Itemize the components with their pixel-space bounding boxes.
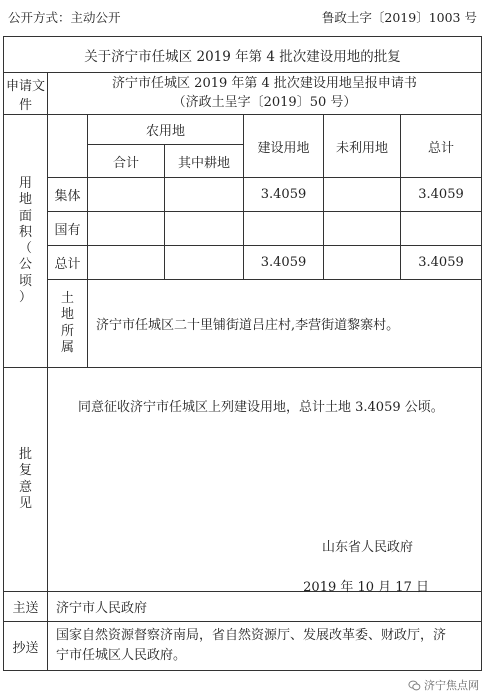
construction-header: 建设用地 — [244, 115, 324, 178]
table-row — [4, 246, 482, 280]
cell-construction: 3.4059 — [244, 178, 324, 212]
main-send-value: 济宁市人民政府 — [48, 592, 482, 622]
label-char: 见 — [18, 495, 32, 511]
table-row — [4, 212, 482, 246]
issuing-organization: 山东省人民政府 — [321, 540, 413, 555]
label-char: 所 — [60, 323, 74, 339]
ownership-value: 济宁市任城区二十里铺街道吕庄村,李营街道黎寨村。 — [88, 280, 482, 368]
unused-header: 未利用地 — [324, 115, 401, 178]
approval-opinion — [48, 368, 482, 595]
label-char: 复 — [18, 463, 32, 479]
cell-farmland — [165, 178, 244, 212]
approval-label — [4, 368, 48, 592]
cell-subtotal — [88, 212, 165, 246]
land-area-label — [4, 115, 48, 368]
ownership-label — [48, 280, 88, 368]
issue-date: 2019 年 10 月 17 日 — [303, 580, 429, 595]
cc-value — [48, 622, 482, 671]
cell-total: 3.4059 — [401, 178, 482, 212]
label-char: ） — [18, 289, 32, 305]
cc-line-2: 宁市任城区人民政府。 — [56, 648, 187, 663]
row-label: 总计 — [48, 246, 88, 280]
label-char: 意 — [18, 479, 32, 495]
subtotal-header: 合计 — [88, 145, 165, 178]
label-char: 地 — [60, 307, 74, 323]
document-title: 关于济宁市任城区 2019 年第 4 批次建设用地的批复 — [4, 37, 482, 73]
label-char: （ — [18, 241, 32, 256]
watermark-text: 济宁焦点网 — [424, 679, 479, 692]
cell-total: 3.4059 — [401, 246, 482, 280]
label-char: 属 — [60, 339, 74, 355]
cell-total — [401, 212, 482, 246]
cell-construction — [244, 212, 324, 246]
row-label: 集体 — [48, 178, 88, 212]
label-char: 用 — [18, 176, 32, 191]
cell-unused — [324, 178, 401, 212]
label-char: 积 — [18, 224, 32, 240]
approval-form-table — [3, 36, 482, 671]
cell-unused — [324, 212, 401, 246]
chat-bubble-icon — [408, 679, 421, 692]
cc-line-1: 国家自然资源督察济南局，省自然资源厅、发展改革委、财政厅，济 — [56, 627, 447, 643]
cell-construction: 3.4059 — [244, 246, 324, 280]
label-char: 批 — [18, 447, 32, 462]
cc-label: 抄送 — [4, 622, 48, 671]
label-char: 地 — [18, 192, 32, 208]
row-label: 国有 — [48, 212, 88, 246]
main-send-label: 主送 — [4, 592, 48, 622]
label-char: 面 — [18, 208, 32, 224]
cell-unused — [324, 246, 401, 280]
watermark — [408, 677, 479, 693]
label-char: 顷 — [18, 273, 32, 289]
label-char: 土 — [60, 291, 74, 306]
approval-text: 同意征收济宁市任城区上列建设用地，总计土地 3.4059 公顷。 — [78, 400, 444, 415]
cell-subtotal — [88, 178, 165, 212]
application-line-1: 济宁市任城区 2019 年第 4 批次建设用地呈报申请书 — [112, 76, 417, 92]
application-line-2: （济政土呈字〔2019〕50 号） — [172, 94, 357, 110]
total-header: 总计 — [401, 115, 482, 178]
label-char: 公 — [18, 257, 32, 273]
application-value — [48, 73, 482, 115]
agri-header: 农用地 — [88, 115, 244, 145]
cell-subtotal — [88, 246, 165, 280]
blank-header-cell — [48, 115, 88, 178]
farmland-header: 其中耕地 — [165, 145, 244, 178]
cell-farmland — [165, 212, 244, 246]
cell-farmland — [165, 246, 244, 280]
disclosure-method: 公开方式：主动公开 — [8, 10, 121, 25]
application-label: 申请文件 — [4, 73, 48, 115]
table-row — [4, 178, 482, 212]
document-number: 鲁政土字〔2019〕1003 号 — [321, 10, 477, 25]
